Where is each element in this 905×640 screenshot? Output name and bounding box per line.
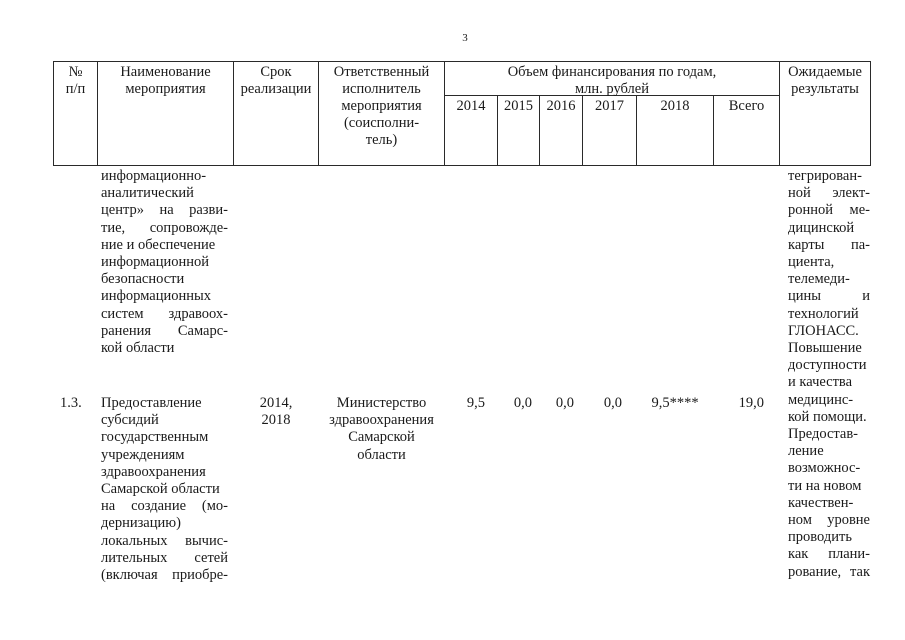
expected-results-text [788,168,870,581]
text-line [788,271,870,288]
text-word: качествен- [788,494,854,511]
text-line [101,288,228,305]
text-word: сопровожде- [149,219,228,236]
text-word: ном [788,512,812,529]
row-number: 1.3. [60,395,82,411]
text-word: аналитический [101,185,194,202]
text-line [788,392,870,409]
text-word: тие, [101,219,126,236]
value-2018: 9,5**** [651,395,699,411]
text-line [101,429,228,446]
text-line [788,357,870,374]
text-line [788,220,870,237]
text-line [788,409,870,426]
text-word: циента, [788,254,835,271]
text-line [101,220,228,237]
text-line [788,237,870,254]
value-total: 19,0 [738,395,764,411]
text-line [788,288,870,305]
header-year-2018: 2018 [660,98,690,114]
text-word: проводить [788,529,852,546]
text-word: как [788,546,809,563]
text-word: цины [788,288,822,305]
text-word: карты [788,236,825,253]
text-line [101,515,228,532]
text-word: государственным [101,429,209,446]
text-word: тегрирован- [788,168,862,184]
text-line [788,546,870,563]
text-line [101,533,228,550]
text-line [101,323,228,340]
text-word: плани- [828,546,870,563]
text-word: здравоохранения [101,463,206,480]
text-word: технологий [788,305,859,322]
text-word: безопасности [101,271,185,288]
text-word: вычис- [185,532,228,549]
text-word: ти на новом [788,477,862,494]
text-word: кой помощи. [788,408,867,425]
text-word: ме- [849,202,870,219]
text-line [101,237,228,254]
text-word: и качества [788,374,853,391]
text-line [101,412,228,429]
header-year-2014: 2014 [456,98,486,114]
text-word: элект- [832,185,870,202]
header-number: № п/п [65,64,86,97]
text-word: Предоставление [101,395,202,411]
text-line [101,306,228,323]
text-word: па- [850,236,870,253]
text-word: ние и обеспечение [101,236,216,253]
text-line [788,478,870,495]
header-term: Срок реализации [240,64,312,97]
text-word: телемеди- [788,271,850,288]
value-2014: 9,5 [466,395,485,411]
text-word: (включая [101,567,158,584]
text-line [788,202,870,219]
text-line [788,512,870,529]
row-term: 2014, 2018 [259,395,293,429]
header-year-2015: 2015 [504,98,533,114]
text-word: центр» [101,202,144,219]
text-line [788,306,870,323]
text-word: медицинс- [788,391,854,408]
text-line [788,460,870,477]
row-name-text [101,395,228,584]
header-year-2016: 2016 [546,98,576,114]
header-year-2017: 2017 [595,98,624,114]
text-line [101,395,228,412]
text-word: уровне [827,512,870,529]
text-word: ГЛОНАСС. [788,322,859,339]
text-word: на [101,498,116,515]
text-word: ление [788,443,824,460]
text-line [788,168,870,185]
text-line [101,202,228,219]
text-word: Предостав- [788,426,859,443]
text-word: дернизацию) [101,515,181,532]
text-line [788,323,870,340]
text-word: разви- [189,202,228,219]
text-word: дицинской [788,219,855,236]
header-year-total: Всего [728,98,765,114]
text-word: рование, [788,563,842,580]
text-line [101,271,228,288]
text-line [788,185,870,202]
header-results: Ожидаемые результаты [788,64,862,97]
value-2015: 0,0 [513,395,532,411]
text-line [788,529,870,546]
text-line [788,443,870,460]
text-word: на [159,202,174,219]
text-word: так [850,563,870,580]
text-word: информационно- [101,168,207,184]
text-line [101,185,228,202]
text-word: приобре- [172,567,228,584]
value-2016: 0,0 [555,395,574,411]
continued-name-text [101,168,228,357]
text-line [788,340,870,357]
text-line [101,550,228,567]
text-line [101,567,228,584]
page-number: 3 [462,32,468,44]
row-responsible: Министерство здравоохранения Самарской области [329,395,434,463]
text-word: доступности [788,357,867,374]
text-word: создание [131,498,187,515]
text-line [101,447,228,464]
text-word: (мо- [201,498,228,515]
text-line [788,254,870,271]
text-line [101,340,228,357]
text-line [788,495,870,512]
text-word: ной [788,185,811,202]
text-line [101,498,228,515]
text-line [101,254,228,271]
text-word: лительных [101,549,168,566]
text-word: ранения [101,322,152,339]
text-word: учреждениям [101,446,185,463]
text-word: систем [101,305,144,322]
text-word: информационных [101,288,211,305]
text-word: кой области [101,340,175,357]
header-funding: Объем финансирования по годам, млн. рублей [507,64,717,97]
text-line [101,168,228,185]
text-word: и [862,288,870,305]
text-word: Самарской области [101,481,220,498]
text-word: Самарс- [177,322,228,339]
text-line [788,426,870,443]
text-word: информационной [101,254,210,271]
text-line [101,464,228,481]
text-word: субсидий [101,412,159,429]
text-word: возможнос- [788,460,861,477]
text-word: здравоох- [168,305,228,322]
text-word: ронной [788,202,834,219]
text-word: Повышение [788,340,862,357]
text-word: локальных [101,532,168,549]
header-responsible: Ответственный исполнитель мероприятия (соисполни- тель) [333,64,430,148]
text-line [788,564,870,581]
header-name: Наименование мероприятия [120,64,211,97]
text-line [788,374,870,391]
text-word: сетей [194,549,228,566]
text-line [101,481,228,498]
value-2017: 0,0 [603,395,622,411]
